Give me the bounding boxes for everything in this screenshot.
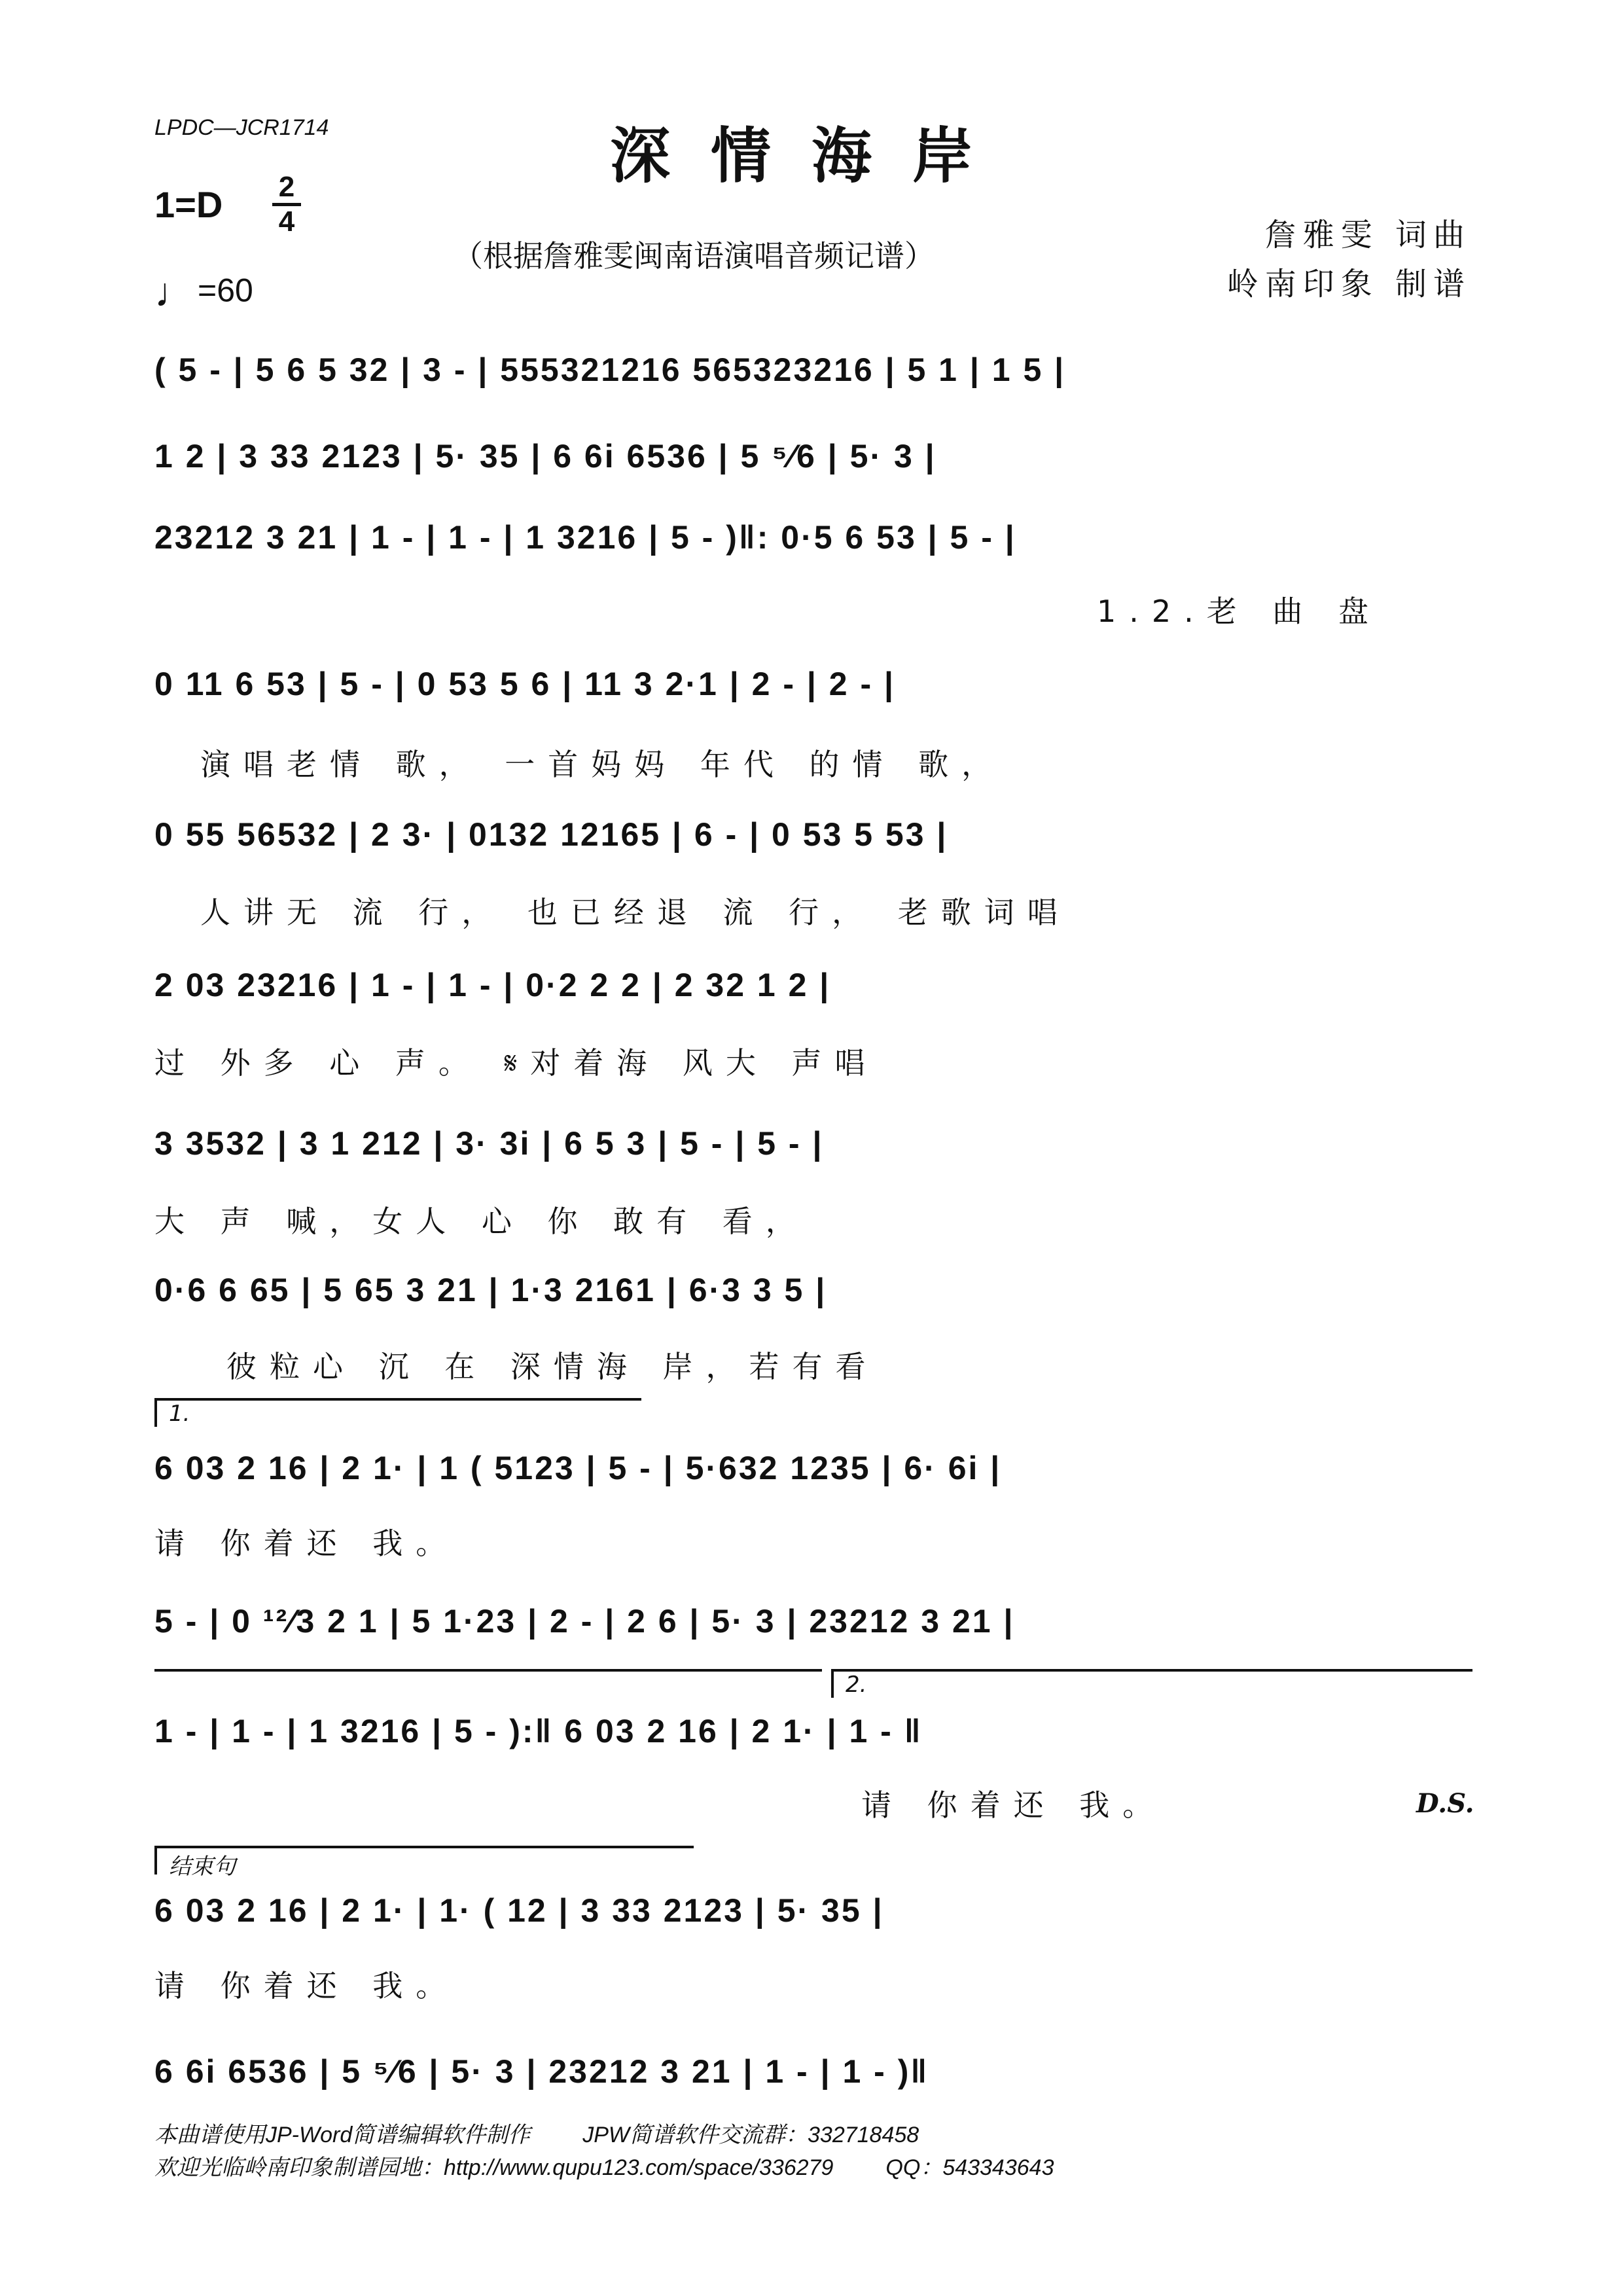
lyrics-9: 请 你着还 我。 (154, 1526, 459, 1561)
footer-software-note: 本曲谱使用JP-Word简谱编辑软件制作 (154, 2123, 531, 2147)
system-6: 2 03 23216 | 1 - | 1 - | 0·2 2 2 | 2 32 1 2 | (154, 967, 831, 1003)
lyrics-6: 过 外多 心 声。 𝄋对着海 风大 声唱 (154, 1045, 878, 1081)
lyrics-3: 1.2.老 曲 盘 (1097, 594, 1382, 629)
quarter-note-icon: ♩ (154, 270, 195, 315)
time-signature-bottom: 4 (278, 206, 295, 238)
arranger-credit: 岭南印象 制谱 (1226, 266, 1471, 302)
system-12: 6 03 2 16 | 2 1· | 1· ( 12 | 3 33 2123 | 5· 35 | (154, 1892, 884, 1929)
system-2: 1 2 | 3 33 2123 | 5· 35 | 6 6i 6536 | 5 ⁵⁄6 | 5· 3 | (154, 438, 936, 475)
key-signature: 1=D (154, 184, 223, 225)
system-7: 3 3532 | 3 1 212 | 3· 3i | 6 5 3 | 5 - | 5 - | (154, 1125, 824, 1162)
footer-qq-note: QQ：543343643 (885, 2155, 1054, 2180)
tempo-value: =60 (198, 272, 253, 309)
lyrics-5: 人讲无 流 行， 也已经退 流 行， 老歌词唱 (200, 895, 1071, 930)
system-5: 0 55 56532 | 2 3· | 0132 12165 | 6 - | 0 53 5 53 | (154, 816, 948, 853)
lyrics-8: 彼粒心 沉 在 深情海 岸，若有看 (226, 1349, 879, 1384)
volta-second-ending: 2. (831, 1669, 1472, 1698)
footer-line-2 (154, 2149, 1054, 2181)
lyrics-12: 请 你着还 我。 (154, 1968, 459, 2003)
footer-website-link[interactable]: 欢迎光临岭南印象制谱园地：http://www.qupu123.com/space/336279 (154, 2155, 834, 2180)
system-10: 5 - | 0 ¹²⁄3 2 1 | 5 1·23 | 2 - | 2 6 | 5· 3 | 23212 3 21 | (154, 1603, 1015, 1640)
system-9: 6 03 2 16 | 2 1· | 1 ( 5123 | 5 - | 5·632 1235 | 6· 6i | (154, 1450, 1002, 1486)
lyrics-11: 请 你着还 我。 (861, 1787, 1166, 1823)
score-code: LPDC—JCR1714 (154, 115, 329, 140)
lyrics-4: 演唱老情 歌， 一首妈妈 年代 的情 歌， (200, 747, 1005, 782)
volta-first-ending: 1. (154, 1398, 641, 1427)
score-body (154, 0, 1474, 2296)
system-3: 23212 3 21 | 1 - | 1 - | 1 3216 | 5 - )‖: 0·5 6 53 | 5 - | (154, 519, 1016, 556)
page-title: 深情海岸 (609, 120, 1013, 191)
system-1: ( 5 - | 5 6 5 32 | 3 - | 555321216 565323216 | 5 1 | 1 5 | (154, 351, 1066, 388)
volta-ending-phrase: 结束句 (154, 1846, 694, 1874)
volta-first-continued (154, 1669, 822, 1698)
system-4: 0 11 6 53 | 5 - | 0 53 5 6 | 11 3 2·1 | 2 - | 2 - | (154, 666, 895, 702)
footer-group-note: JPW简谱软件交流群：332718458 (582, 2123, 919, 2147)
system-8: 0·6 6 65 | 5 65 3 21 | 1·3 2161 | 6·3 3 5 | (154, 1272, 827, 1308)
lyrics-7: 大 声 喊，女人 心 你 敢有 看， (154, 1204, 809, 1239)
composer-credit: 詹雅雯 词曲 (1264, 217, 1471, 253)
system-11: 1 - | 1 - | 1 3216 | 5 - ):‖ 6 03 2 16 | 2 1· | 1 - ‖ (154, 1713, 923, 1749)
dal-segno-marking: D.S. (1416, 1788, 1474, 1819)
system-13: 6 6i 6536 | 5 ⁵⁄6 | 5· 3 | 23212 3 21 | 1 - | 1 - )‖ (154, 2053, 929, 2090)
source-note: （根据詹雅雯闽南语演唱音频记谱） (453, 238, 935, 274)
footer-line-1 (154, 2117, 919, 2149)
time-signature-top: 2 (278, 171, 295, 203)
